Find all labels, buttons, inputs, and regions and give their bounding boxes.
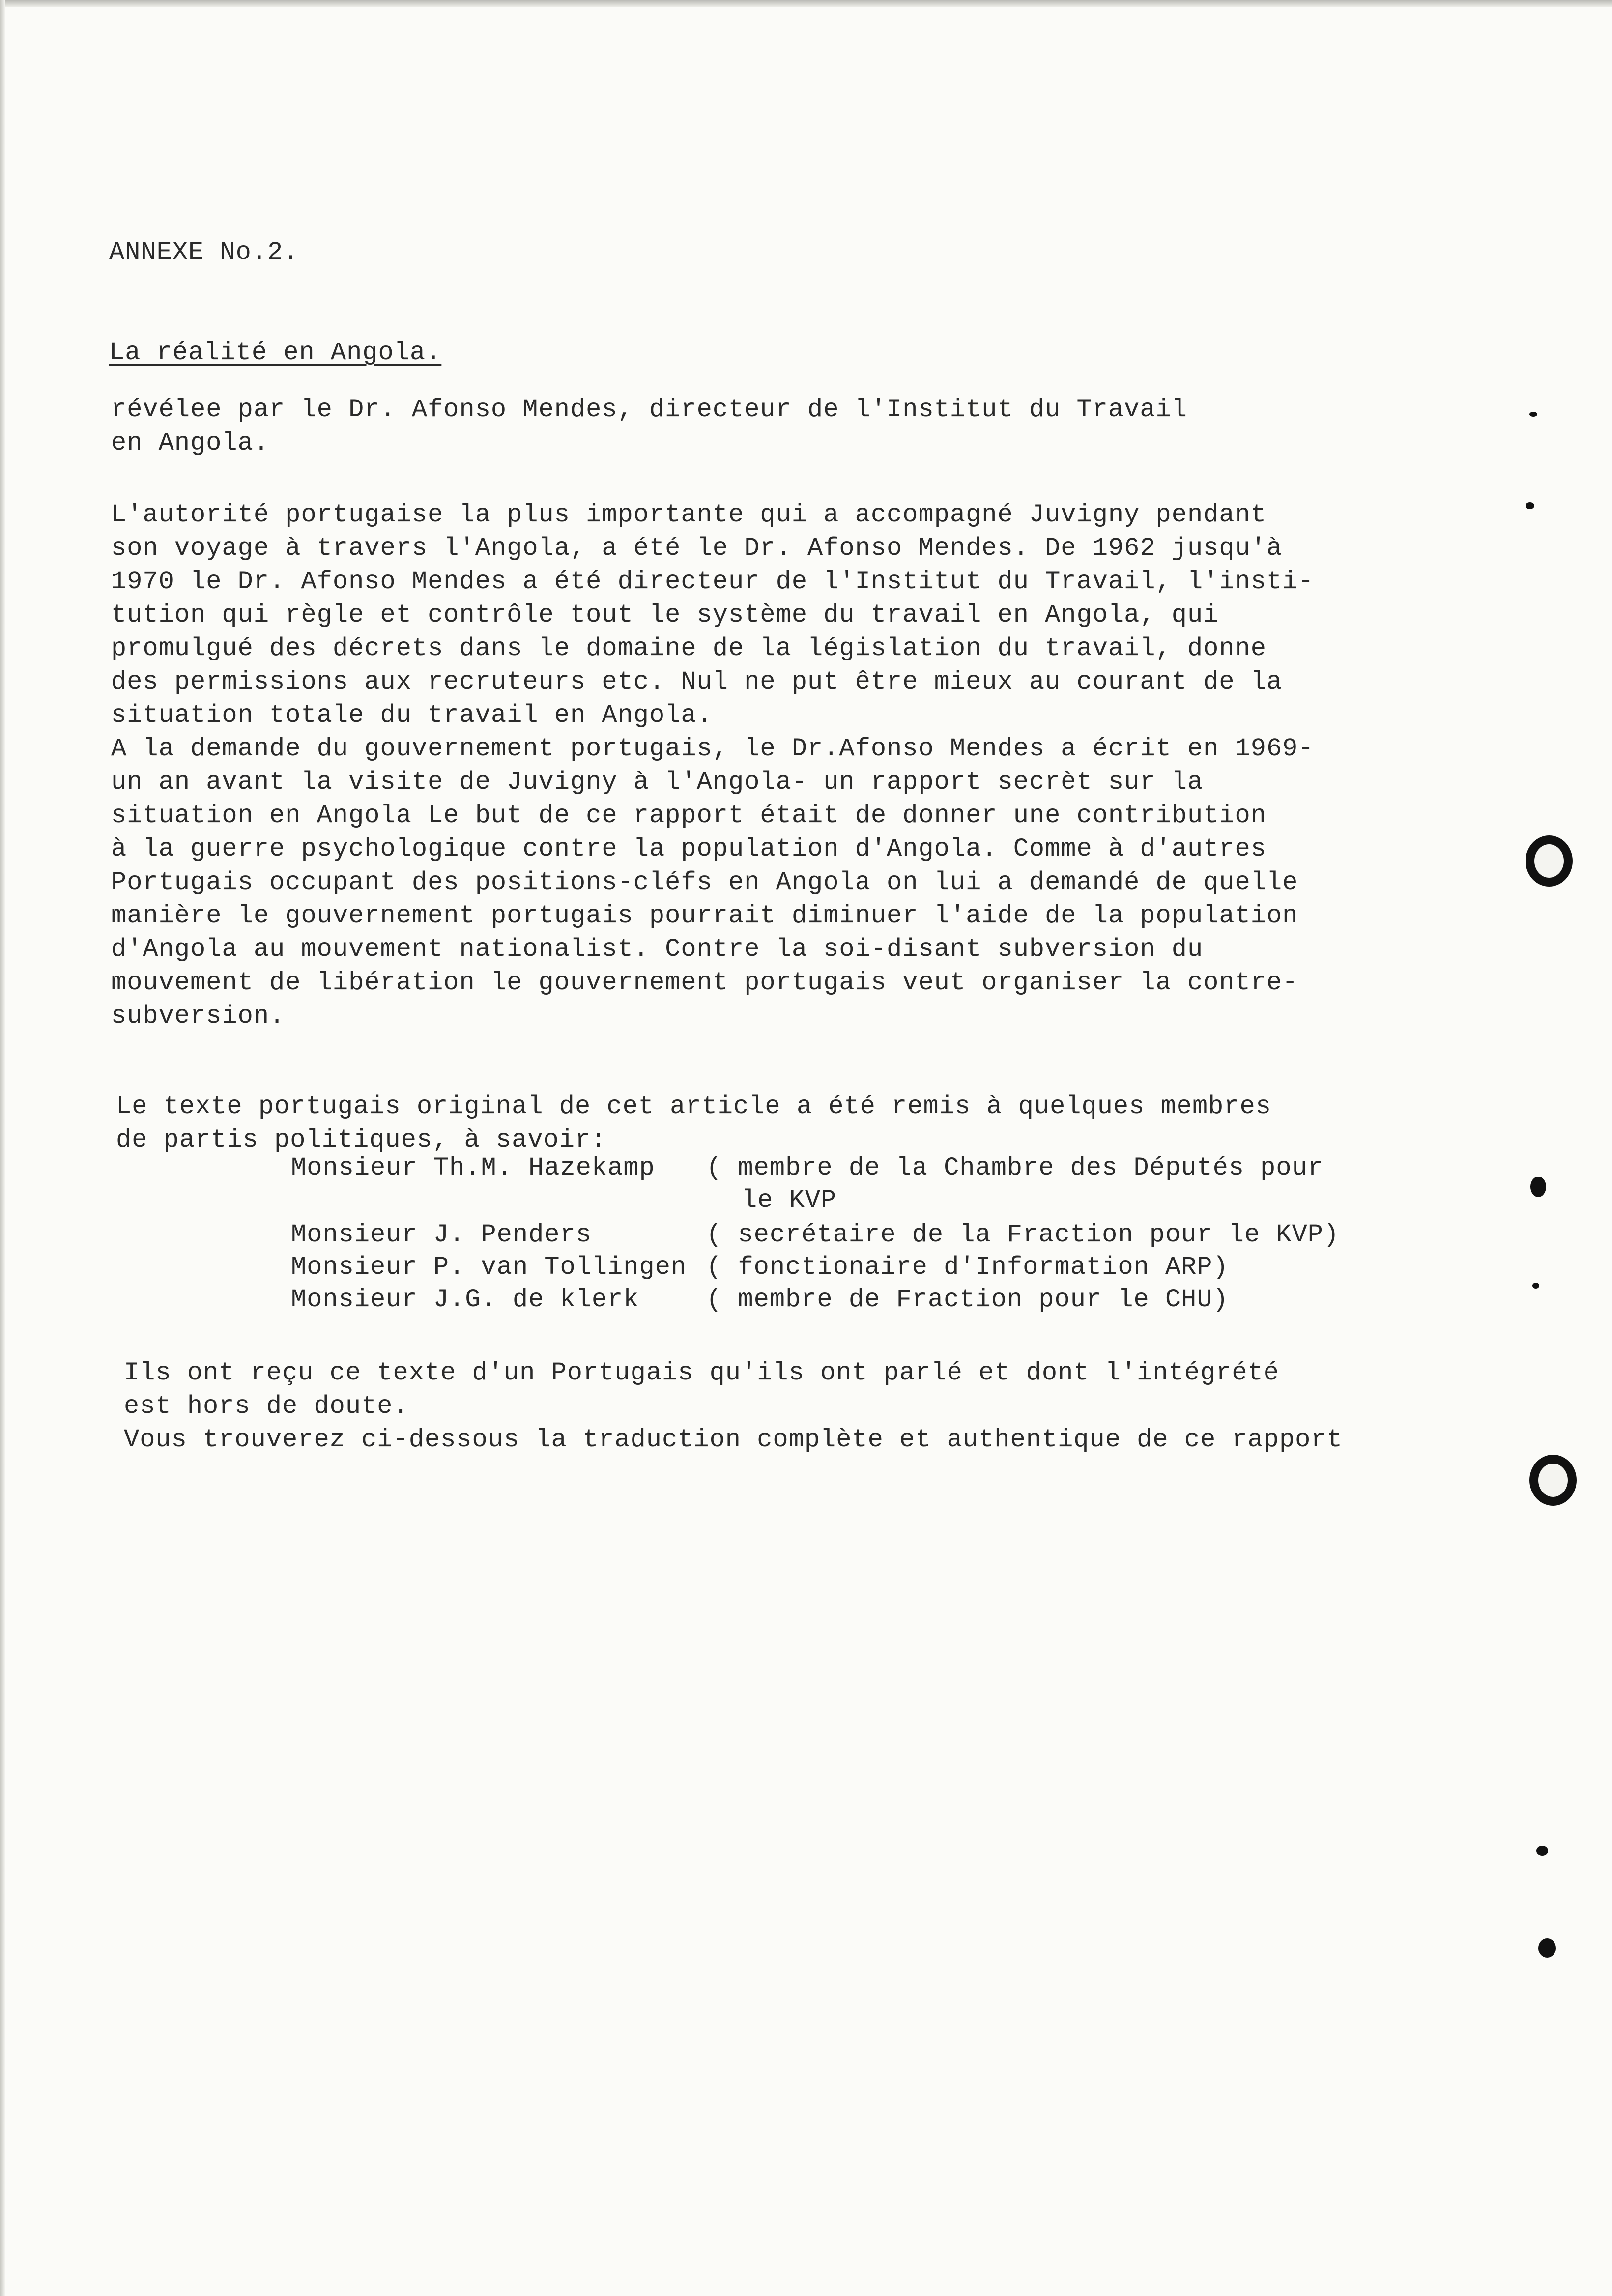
scan-mark-icon (1538, 1938, 1556, 1958)
scan-mark-icon (1526, 502, 1534, 509)
scan-edge-top (0, 0, 1612, 7)
scan-mark-icon (1530, 1177, 1546, 1197)
paragraph-line: tution qui règle et contrôle tout le système du travail en Angola, qui (111, 601, 1219, 630)
paragraph-line: son voyage à travers l'Angola, a été le Dr. Afonso Mendes. De 1962 jusqu'à (111, 534, 1283, 563)
paragraph-line: est hors de doute. (124, 1392, 409, 1421)
paragraph-line: situation totale du travail en Angola. (111, 701, 713, 730)
recipient-name: Monsieur J.G. de klerk (291, 1285, 639, 1314)
paragraph-line: un an avant la visite de Juvigny à l'Angola- un rapport secrèt sur la (111, 768, 1204, 797)
scan-mark-icon (1536, 1846, 1548, 1856)
recipient-role-continued: le KVP (742, 1186, 837, 1215)
scan-edge-left (0, 0, 5, 2296)
paragraph-line: d'Angola au mouvement nationalist. Contre la soi-disant subversion du (111, 935, 1204, 964)
paragraph-line: Le texte portugais original de cet article a été remis à quelques membres (116, 1092, 1271, 1121)
paragraph-line: des permissions aux recruteurs etc. Nul ne put être mieux au courant de la (111, 667, 1283, 696)
recipient-name: Monsieur P. van Tollingen (291, 1253, 687, 1282)
paragraph-line: 1970 le Dr. Afonso Mendes a été directeur de l'Institut du Travail, l'insti- (111, 567, 1314, 596)
recipient-name: Monsieur J. Penders (291, 1220, 592, 1249)
paragraph-line: Ils ont reçu ce texte d'un Portugais qu'ils ont parlé et dont l'intégrété (124, 1358, 1279, 1387)
scan-mark-icon (1532, 1283, 1539, 1289)
scan-mark-icon (1529, 412, 1537, 417)
recipient-role: ( membre de la Chambre des Députés pour (706, 1153, 1324, 1182)
paragraph-line: Portugais occupant des positions-cléfs en Angola on lui a demandé de quelle (111, 868, 1298, 897)
paragraph-line: Vous trouverez ci-dessous la traduction complète et authentique de ce rapport (124, 1425, 1343, 1454)
recipient-role: ( membre de Fraction pour le CHU) (706, 1285, 1229, 1314)
paragraph-line: de partis politiques, à savoir: (116, 1125, 607, 1154)
paragraph-line: subversion. (111, 1002, 286, 1031)
recipient-name: Monsieur Th.M. Hazekamp (291, 1153, 655, 1182)
paragraph-line: situation en Angola Le but de ce rapport était de donner une contribution (111, 801, 1267, 830)
paragraph-line: L'autorité portugaise la plus importante qui a accompagné Juvigny pendant (111, 500, 1267, 529)
recipient-role: ( fonctionaire d'Information ARP) (706, 1253, 1229, 1282)
punch-hole-icon (1526, 835, 1573, 887)
paragraph-line: à la guerre psychologique contre la population d'Angola. Comme à d'autres (111, 834, 1267, 863)
document-title: La réalité en Angola. (109, 338, 442, 367)
paragraph-line: A la demande du gouvernement portugais, le Dr.Afonso Mendes a écrit en 1969- (111, 734, 1314, 763)
punch-hole-icon (1529, 1455, 1577, 1506)
recipient-role: ( secrétaire de la Fraction pour le KVP) (706, 1220, 1340, 1249)
paragraph-line: manière le gouvernement portugais pourrait diminuer l'aide de la population (111, 901, 1298, 930)
subtitle-line: révélee par le Dr. Afonso Mendes, directeur de l'Institut du Travail (111, 395, 1187, 424)
annex-heading: ANNEXE No.2. (109, 238, 299, 267)
paragraph-line: mouvement de libération le gouvernement portugais veut organiser la contre- (111, 968, 1298, 997)
subtitle-line: en Angola. (111, 429, 270, 458)
paragraph-line: promulgué des décrets dans le domaine de la législation du travail, donne (111, 634, 1267, 663)
